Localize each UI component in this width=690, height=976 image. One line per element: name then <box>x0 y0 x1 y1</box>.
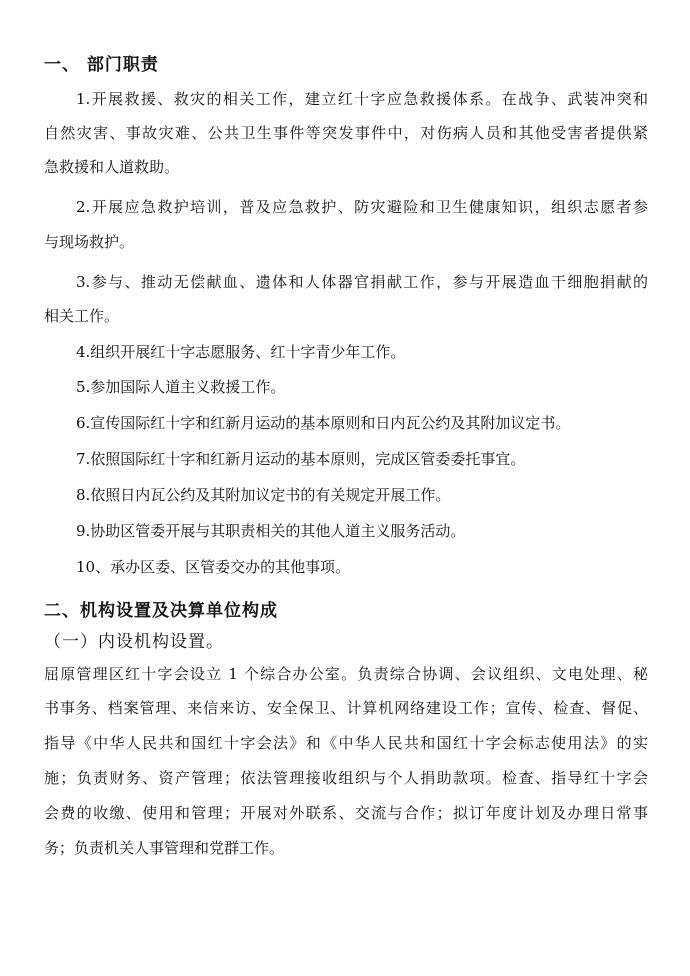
org-text-line-6: 务；负责机关人事管理和党群工作。 <box>44 839 285 857</box>
duty-item-1-line-2: 自然灾害、事故灾难、公共卫生事件等突发事件中，对伤病人员和其他受害者提供紧 <box>44 124 648 142</box>
duty-item-8: 8.依照日内瓦公约及其附加议定书的有关规定开展工作。 <box>76 486 451 504</box>
duty-item-3-line-1: 3.参与、推动无偿献血、遗体和人体器官捐献工作，参与开展造血干细胞捐献的 <box>76 273 648 291</box>
org-text-line-2: 书事务、档案管理、来信来访、安全保卫、计算机网络建设工作；宣传、检查、督促、 <box>44 699 648 717</box>
duty-item-3-line-2: 相关工作。 <box>44 307 120 325</box>
duty-item-2-line-2: 与现场救护。 <box>44 233 135 251</box>
duty-item-1-line-3: 急救援和人道救助。 <box>44 158 180 176</box>
duty-item-7: 7.依照国际红十字和红新月运动的基本原则，完成区管委委托事宜。 <box>76 450 526 468</box>
duty-item-10: 10、承办区委、区管委交办的其他事项。 <box>76 558 351 576</box>
duty-item-4: 4.组织开展红十字志愿服务、红十字青少年工作。 <box>76 343 406 361</box>
org-text-line-3: 指导《中华人民共和国红十字会法》和《中华人民共和国红十字会标志使用法》的实 <box>44 734 648 752</box>
duty-item-2-line-1: 2.开展应急救护培训，普及应急救护、防灾避险和卫生健康知识，组织志愿者参 <box>76 198 648 216</box>
org-text-line-1: 屈原管理区红十字会设立 1 个综合办公室。负责综合协调、会议组织、文电处理、秘 <box>44 665 648 683</box>
duty-item-6: 6.宣传国际红十字和红新月运动的基本原则和日内瓦公约及其附加议定书。 <box>76 414 571 432</box>
duty-item-5: 5.参加国际人道主义救援工作。 <box>76 378 286 396</box>
section2-subheading: （一）内设机构设置。 <box>44 632 224 652</box>
section2-heading: 二、机构设置及决算单位构成 <box>44 601 278 621</box>
org-text-line-5: 会费的收缴、使用和管理；开展对外联系、交流与合作；拟订年度计划及办理日常事 <box>44 804 648 822</box>
duty-item-9: 9.协助区管委开展与其职责相关的其他人道主义服务活动。 <box>76 522 466 540</box>
duty-item-1-line-1: 1.开展救援、救灾的相关工作，建立红十字应急救援体系。在战争、武装冲突和 <box>76 90 648 108</box>
section1-heading: 一、 部门职责 <box>44 55 159 75</box>
org-text-line-4: 施；负责财务、资产管理；依法管理接收组织与个人捐助款项。检查、指导红十字会 <box>44 769 648 787</box>
